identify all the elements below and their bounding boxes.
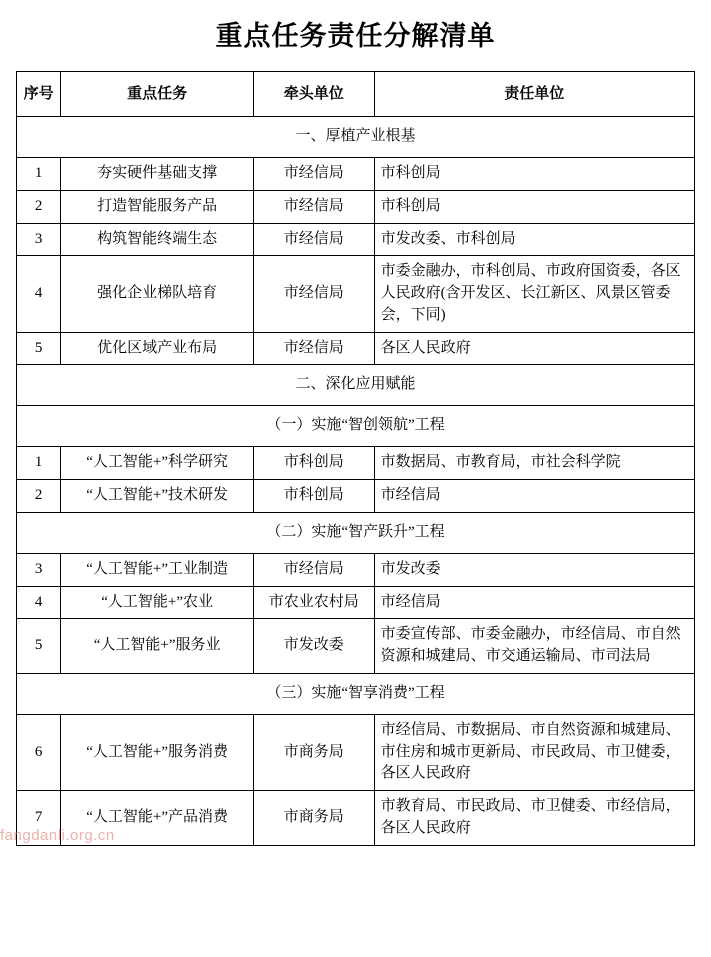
row-cell-lead: 市经信局: [254, 190, 375, 223]
row-cell-resp: 市教育局、市民政局、市卫健委、市经信局，各区人民政府: [374, 791, 694, 846]
row-cell-resp: 各区人民政府: [374, 332, 694, 365]
table-row: [17, 480, 695, 513]
section-heading-row: [17, 117, 695, 158]
table-row: [17, 158, 695, 191]
row-cell-lead: 市农业农村局: [254, 586, 375, 619]
row-cell-resp: 市经信局: [374, 586, 694, 619]
column-header-no: 序号: [17, 72, 61, 117]
table-row: [17, 553, 695, 586]
section-heading-label: （一）实施“智创领航”工程: [17, 406, 695, 447]
row-cell-lead: 市科创局: [254, 480, 375, 513]
section-heading-label: （三）实施“智享消费”工程: [17, 673, 695, 714]
row-cell-task: “人工智能+”工业制造: [61, 553, 254, 586]
row-cell-lead: 市经信局: [254, 158, 375, 191]
table-row: [17, 190, 695, 223]
document-page: [0, 14, 711, 846]
row-cell-task: “人工智能+”服务消费: [61, 714, 254, 790]
section-heading-label: （二）实施“智产跃升”工程: [17, 512, 695, 553]
row-cell-no: 1: [17, 158, 61, 191]
table-row: [17, 447, 695, 480]
row-cell-no: 4: [17, 586, 61, 619]
row-cell-resp: 市科创局: [374, 158, 694, 191]
row-cell-lead: 市经信局: [254, 553, 375, 586]
column-header-lead: 牵头单位: [254, 72, 375, 117]
row-cell-task: “人工智能+”农业: [61, 586, 254, 619]
row-cell-task: “人工智能+”服务业: [61, 619, 254, 674]
subsection-heading-row: [17, 673, 695, 714]
row-cell-task: “人工智能+”科学研究: [61, 447, 254, 480]
table-header: [17, 72, 695, 117]
row-cell-resp: 市数据局、市教育局，市社会科学院: [374, 447, 694, 480]
table-row: [17, 714, 695, 790]
row-cell-no: 4: [17, 256, 61, 332]
table-row: [17, 791, 695, 846]
row-cell-task: 强化企业梯队培育: [61, 256, 254, 332]
row-cell-resp: 市经信局: [374, 480, 694, 513]
section-heading-label: 二、深化应用赋能: [17, 365, 695, 406]
row-cell-resp: 市委金融办，市科创局、市政府国资委，各区人民政府(含开发区、长江新区、风景区管委会，下同): [374, 256, 694, 332]
row-cell-lead: 市经信局: [254, 256, 375, 332]
row-cell-task: 构筑智能终端生态: [61, 223, 254, 256]
table-row: [17, 332, 695, 365]
row-cell-no: 7: [17, 791, 61, 846]
section-heading-row: [17, 365, 695, 406]
row-cell-lead: 市经信局: [254, 332, 375, 365]
table-header-row: [17, 72, 695, 117]
watermark: fangdanli.org.cn: [0, 826, 115, 844]
table-row: [17, 586, 695, 619]
row-cell-no: 5: [17, 332, 61, 365]
page-title: 重点任务责任分解清单: [215, 21, 496, 51]
row-cell-no: 2: [17, 190, 61, 223]
table-row: [17, 223, 695, 256]
row-cell-lead: 市科创局: [254, 447, 375, 480]
row-cell-lead: 市商务局: [254, 791, 375, 846]
column-header-task: 重点任务: [61, 72, 254, 117]
row-cell-resp: 市科创局: [374, 190, 694, 223]
table-row: [17, 256, 695, 332]
subsection-heading-row: [17, 406, 695, 447]
table-row: [17, 619, 695, 674]
row-cell-lead: 市经信局: [254, 223, 375, 256]
row-cell-task: 夯实硬件基础支撑: [61, 158, 254, 191]
row-cell-task: “人工智能+”技术研发: [61, 480, 254, 513]
responsibility-table: [16, 71, 695, 846]
row-cell-no: 3: [17, 553, 61, 586]
subsection-heading-row: [17, 512, 695, 553]
row-cell-resp: 市发改委、市科创局: [374, 223, 694, 256]
row-cell-resp: 市发改委: [374, 553, 694, 586]
row-cell-task: 优化区域产业布局: [61, 332, 254, 365]
row-cell-no: 2: [17, 480, 61, 513]
row-cell-resp: 市经信局、市数据局、市自然资源和城建局、市住房和城市更新局、市民政局、市卫健委，各区人民政府: [374, 714, 694, 790]
row-cell-lead: 市商务局: [254, 714, 375, 790]
row-cell-no: 5: [17, 619, 61, 674]
row-cell-no: 1: [17, 447, 61, 480]
row-cell-lead: 市发改委: [254, 619, 375, 674]
row-cell-no: 3: [17, 223, 61, 256]
row-cell-task: “人工智能+”产品消费: [61, 791, 254, 846]
table-body: [17, 117, 695, 846]
row-cell-resp: 市委宣传部、市委金融办，市经信局、市自然资源和城建局、市交通运输局、市司法局: [374, 619, 694, 674]
column-header-resp: 责任单位: [374, 72, 694, 117]
row-cell-no: 6: [17, 714, 61, 790]
section-heading-label: 一、厚植产业根基: [17, 117, 695, 158]
row-cell-task: 打造智能服务产品: [61, 190, 254, 223]
